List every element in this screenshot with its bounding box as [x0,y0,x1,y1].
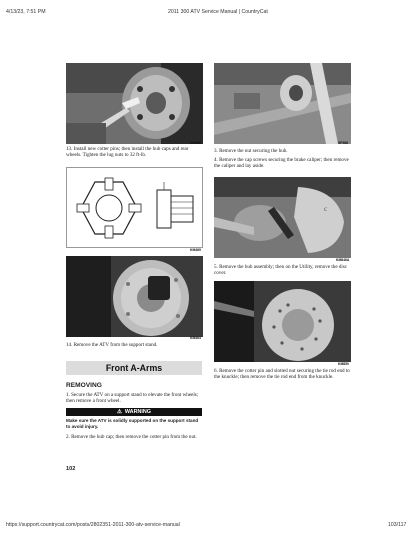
step-4: 4. Remove the cap screws securing the brake caliper; then remove the caliper and lay aside. [214,157,349,170]
step-1: 1. Secure the ATV on a support stand to elevate the front wheels; then remove a front wheel. [66,392,199,405]
photo-hub-studs [66,63,203,144]
header-title: 2011 300 ATV Service Manual | CountryCat [168,9,268,15]
step-6: 6. Remove the cotter pin and slotted nut securing the tie rod end to the knuckle; then remove the tie rod end from the knuckle. [214,368,350,381]
photo-brake-caliper [214,177,351,258]
step-2: 2. Remove the hub cap; then remove the cotter pin from the nut. [66,434,197,440]
photo-brake-disc [66,256,203,337]
footer-page-count: 103/117 [388,522,407,528]
footer-url[interactable]: https://support.countrycat.com/posts/2802351-2011-300-atv-service-manual [6,522,180,528]
figure-code: KM846A [336,258,350,262]
figure-code: KM469 [190,248,201,252]
diagram-slotted-nut [66,167,203,248]
figure-code: KM464 [190,336,201,340]
photo-tie-rod [214,281,351,362]
figure-code: KM850 [338,362,349,366]
warning-label: WARNING [124,409,151,415]
section-title: Front A-Arms [66,361,202,375]
page-number: 102 [66,466,76,472]
figure-code: SP386 [338,141,349,145]
step-13: 13. Install new cotter pins; then install the hub caps and rear wheels. Tighten the lug nuts to 32 ft-lb. [66,146,189,159]
photo-hub-nut [214,63,351,144]
step-14: 14. Remove the ATV from the support stand. [66,342,158,348]
warning-triangle-icon: ⚠ [117,409,122,415]
warning-text: Make sure the ATV is solidly supported on the support stand to avoid injury. [66,418,199,429]
warning-banner [66,408,202,416]
figure-code: KM466 [190,141,201,145]
step-5: 5. Remove the hub assembly; then on the Utility, remove the disc cover. [214,264,348,277]
header-datetime: 4/13/23, 7:51 PM [6,9,46,15]
section-subtitle: REMOVING [66,382,102,389]
step-3: 3. Remove the nut securing the hub. [214,148,288,154]
svg-text:c: c [324,205,328,213]
